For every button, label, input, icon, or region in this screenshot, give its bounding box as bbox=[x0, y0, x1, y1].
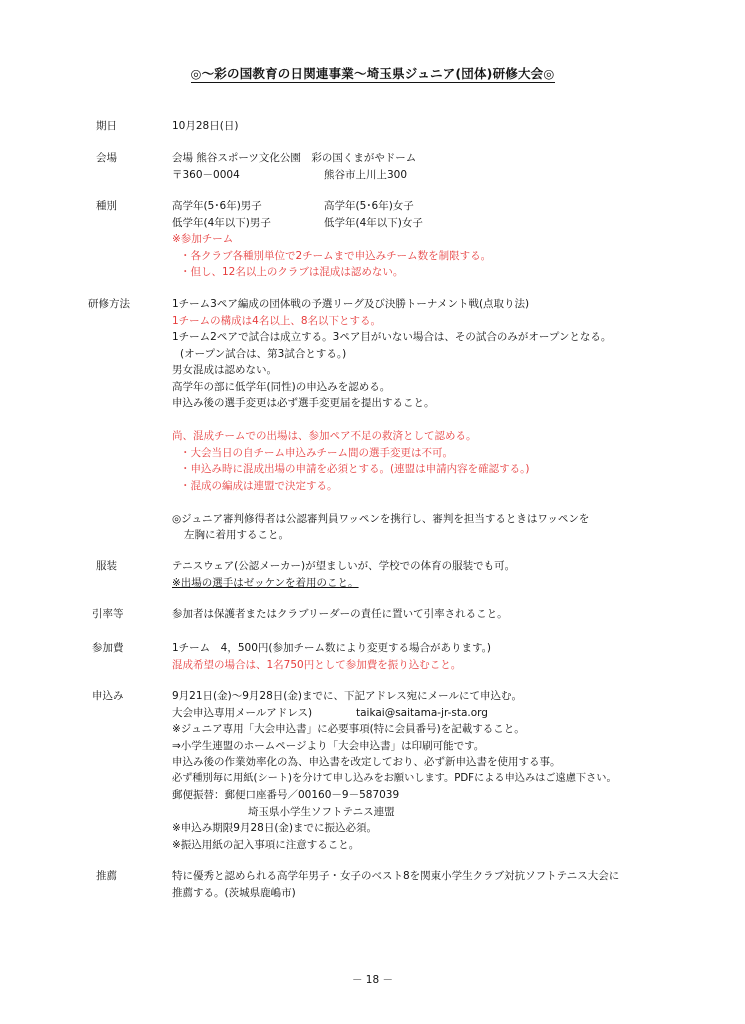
application-federation: 埼玉県小学生ソフトテニス連盟 bbox=[248, 805, 395, 818]
recommend-line-1: 特に優秀と認められる高学年男子・女子のベスト8を関東小学生クラブ対抗ソフトテニス大会に bbox=[172, 870, 620, 882]
clothing-label: 服装 bbox=[96, 560, 117, 572]
application-line-3: ※ジュニア専用「大会申込書」に必要事項(特に会員番号)を記載すること。 bbox=[172, 723, 525, 735]
method-line-3: 1チーム2ペアで試合は成立する。3ペア目がいない場合は、その試合のみがオープンとなる。 bbox=[172, 331, 612, 343]
method-judge-line-1: ◎ジュニア審判修得者は公認審判員ワッペンを携行し、審判を担当するときはワッペンを bbox=[172, 512, 590, 525]
method-line-5: 男女混成は認めない。 bbox=[172, 364, 277, 376]
leader-line-1: 参加者は保護者またはクラブリーダーの責任に置いて引率されること。 bbox=[172, 608, 508, 620]
category-note-2: ・但し、12名以上のクラブは混成は認めない。 bbox=[180, 266, 404, 278]
venue-line: 会場 熊谷スポーツ文化公園 彩の国くまがやドーム bbox=[172, 152, 417, 164]
method-judge-line-2: 左胸に着用すること。 bbox=[184, 529, 289, 541]
date-value: 10月28日(日) bbox=[172, 120, 239, 132]
application-line-6: 必ず種別毎に用紙(シート)を分けて申し込みをお願いします。PDFによる申込みはご遠慮下さい。 bbox=[172, 772, 617, 784]
clothing-line-1: テニスウェア(公認メーカー)が望ましいが、学校での体育の服装でも可。 bbox=[172, 560, 516, 572]
application-email: taikai@saitama-jr-sta.org bbox=[356, 706, 488, 719]
fee-line-1: 1チーム 4，500円(参加チーム数により変更する場合があります。) bbox=[172, 642, 492, 654]
category-lower-girls: 低学年(4年以下)女子 bbox=[324, 216, 423, 229]
recommend-line-2: 推薦する。(茨城県鹿嶋市) bbox=[172, 886, 296, 899]
page-number: － 18 － bbox=[351, 974, 394, 986]
application-label: 申込み bbox=[92, 690, 124, 702]
method-line-4: (オープン試合は、第3試合とする。) bbox=[180, 347, 347, 360]
venue-address: 熊谷市上川上300 bbox=[324, 168, 408, 181]
method-label: 研修方法 bbox=[88, 298, 130, 310]
method-mixed-rule-3: ・混成の編成は連盟で決定する。 bbox=[180, 479, 338, 492]
category-label: 種別 bbox=[96, 200, 117, 212]
fee-line-2: 混成希望の場合は、1名750円として参加費を振り込むこと。 bbox=[172, 658, 462, 671]
leader-label: 引率等 bbox=[92, 608, 124, 620]
category-upper-girls: 高学年(5･6年)女子 bbox=[324, 200, 414, 212]
application-line-1: 9月21日(金)～9月28日(金)までに、下記アドレス宛にメールにて申込む。 bbox=[172, 690, 522, 702]
application-email-label: 大会申込専用メールアドレス) bbox=[172, 706, 313, 719]
category-lower-boys: 低学年(4年以下)男子 bbox=[172, 216, 271, 229]
date-label: 期日 bbox=[96, 120, 117, 132]
method-mixed-rule-2: ・申込み時に混成出場の申請を必須とする。(連盟は申請内容を確認する。) bbox=[180, 463, 530, 475]
category-note-1: ・各クラブ各種別単位で2チームまで申込みチーム数を制限する。 bbox=[180, 249, 492, 262]
method-line-2: 1チームの構成は4名以上、8名以下とする。 bbox=[172, 314, 382, 327]
fee-label: 参加費 bbox=[92, 642, 124, 654]
method-mixed-rule-1: ・大会当日の自チーム申込みチーム間の選手変更は不可。 bbox=[180, 446, 453, 459]
venue-postal: 〒360－0004 bbox=[172, 168, 240, 181]
application-line-9: ※申込み期限9月28日(金)までに振込必須。 bbox=[172, 822, 378, 834]
clothing-line-2: ※出場の選手はゼッケンを着用のこと。 bbox=[172, 576, 359, 589]
venue-label: 会場 bbox=[96, 152, 117, 164]
application-postal-transfer: 郵便振替：郵便口座番号／00160－9－587039 bbox=[172, 789, 400, 801]
application-line-10: ※振込用紙の記入事項に注意すること。 bbox=[172, 838, 360, 851]
application-line-5: 申込み後の作業効率化の為、申込書を改定しており、必ず新申込書を使用する事。 bbox=[172, 756, 561, 768]
method-line-7: 申込み後の選手変更は必ず選手変更届を提出すること。 bbox=[172, 397, 435, 409]
category-note-title: ※参加チーム bbox=[172, 233, 234, 245]
method-line-6: 高学年の部に低学年(同性)の申込みを認める。 bbox=[172, 380, 391, 393]
category-upper-boys: 高学年(5･6年)男子 bbox=[172, 200, 262, 212]
recommend-label: 推薦 bbox=[96, 870, 117, 882]
document-title: ◎～彩の国教育の日関連事業～埼玉県ジュニア(団体)研修大会◎ bbox=[190, 66, 555, 81]
method-line-1: 1チーム3ペア編成の団体戦の予選リーグ及び決勝トーナメント戦(点取り法) bbox=[172, 298, 530, 310]
application-line-4: ⇒小学生連盟のホームページより「大会申込書」は印刷可能です。 bbox=[172, 739, 485, 752]
method-mixed-note: 尚、混成チームでの出場は、参加ペア不足の救済として認める。 bbox=[172, 430, 477, 442]
